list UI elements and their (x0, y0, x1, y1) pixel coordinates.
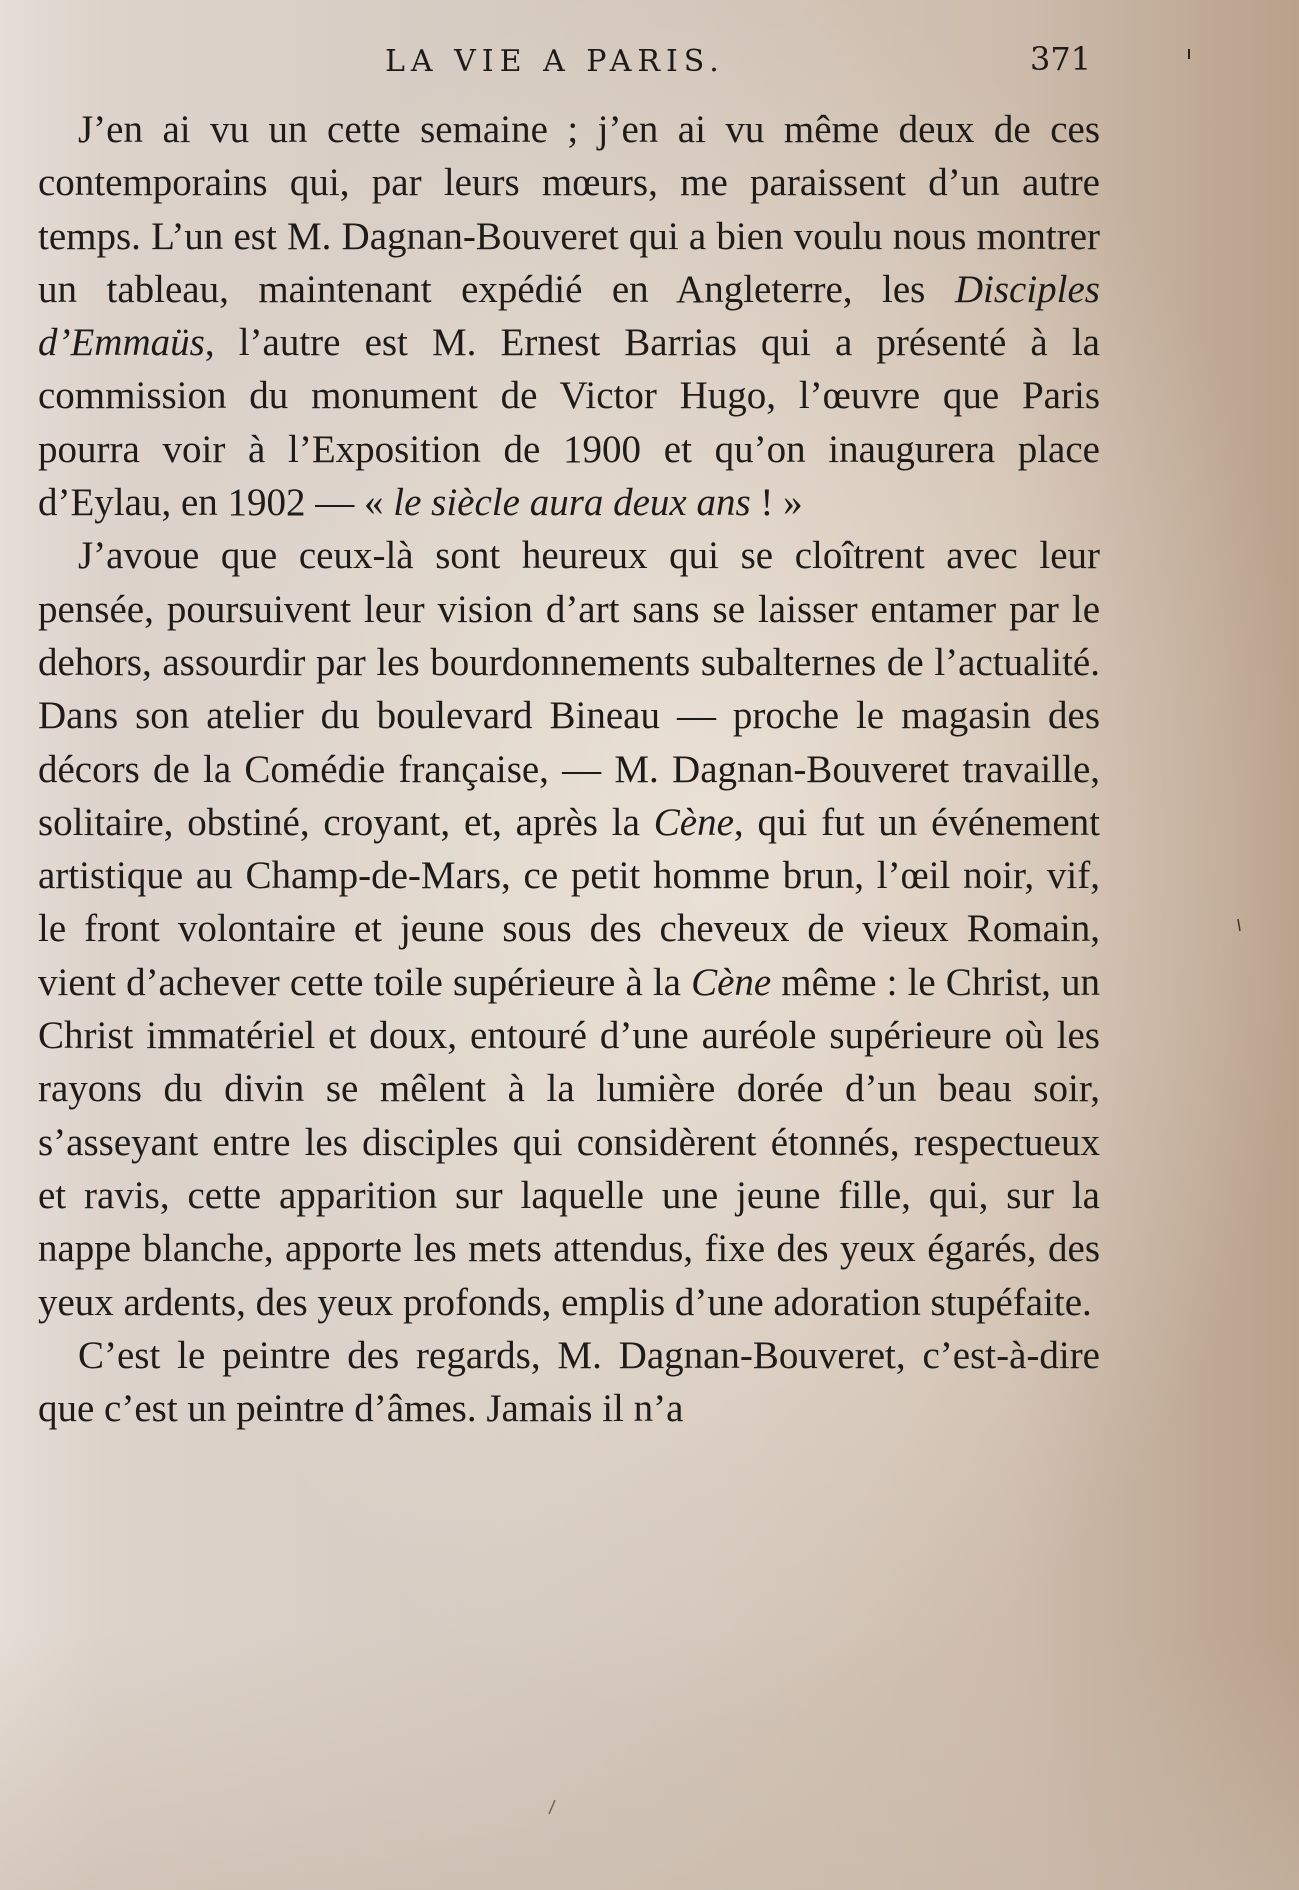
paragraph (38, 103, 1100, 529)
italic-title: Disciples d’Emmaüs (38, 267, 1100, 365)
text-segment: J’en ai vu un cette semaine ; j’en ai vu même deux de ces contemporains qui, par leurs mœurs, me paraissent d’un autre temps. L’un est M. Dagnan-Bouveret qui a bien voulu nous montrer un tableau, maintenant expédié en Angleterre, les (38, 108, 1100, 311)
page-number: 371 (1030, 40, 1092, 78)
italic-title: Cène (653, 800, 734, 844)
paper-speck (1236, 918, 1242, 932)
text-segment: J’avoue que ceux-là sont heureux qui se cloîtrent avec leur pensée, poursuivent leur vision d’art sans se laisser entamer par le dehors, assourdir par les bourdonnements subalternes de l’actualité. Dans son atelier du boulevard Bineau — proche le magasin des décors de la Comédie française, — M. Dagnan-Bouveret travaille, solitaire, obstiné, croyant, et, après la (38, 534, 1100, 844)
paragraph (38, 529, 1100, 1328)
body-text (38, 103, 1100, 1435)
paper-speck (1186, 48, 1192, 60)
text-segment: C’est le peintre des regards, M. Dagnan-Bouveret, c’est-à-dire que c’est un peintre d’âmes. Jamais il n’a (38, 1333, 1100, 1431)
paper-speck (547, 1799, 557, 1815)
text-segment: même : le Christ, un Christ immatériel et doux, entouré d’une auréole supérieure où les rayons du divin se mêlent à la lumière dorée d’un beau soir, s’asseyant entre les disciples qui considèrent étonnés, respectueux et ravis, cette apparition sur laquelle une jeune fille, qui, sur la nappe blanche, apporte les mets attendus, fixe des yeux égarés, des yeux ardents, des yeux profonds, emplis d’une adoration stupéfaite. (38, 960, 1100, 1324)
running-title: LA VIE A PARIS. (385, 44, 725, 79)
text-segment: , l’autre est M. Ernest Barrias qui a présenté à la commission du monument de Victor Hugo, l’œuvre que Paris pourra voir à l’Exposition de 1900 et qu’on inaugurera place d’Eylau, en 1902 — « (38, 321, 1100, 525)
text-segment: ! » (750, 481, 803, 525)
italic-quote: le siècle aura deux ans (393, 481, 751, 525)
paragraph (38, 1329, 1100, 1436)
text-segment: , qui fut un événement artistique au Champ-de-Mars, ce petit homme brun, l’œil noir, vif, le front volontaire et jeune sous des cheveux de vieux Romain, vient d’achever cette toile supérieure à la (38, 800, 1100, 1004)
italic-title: Cène (691, 960, 772, 1004)
page-header (0, 38, 1299, 88)
